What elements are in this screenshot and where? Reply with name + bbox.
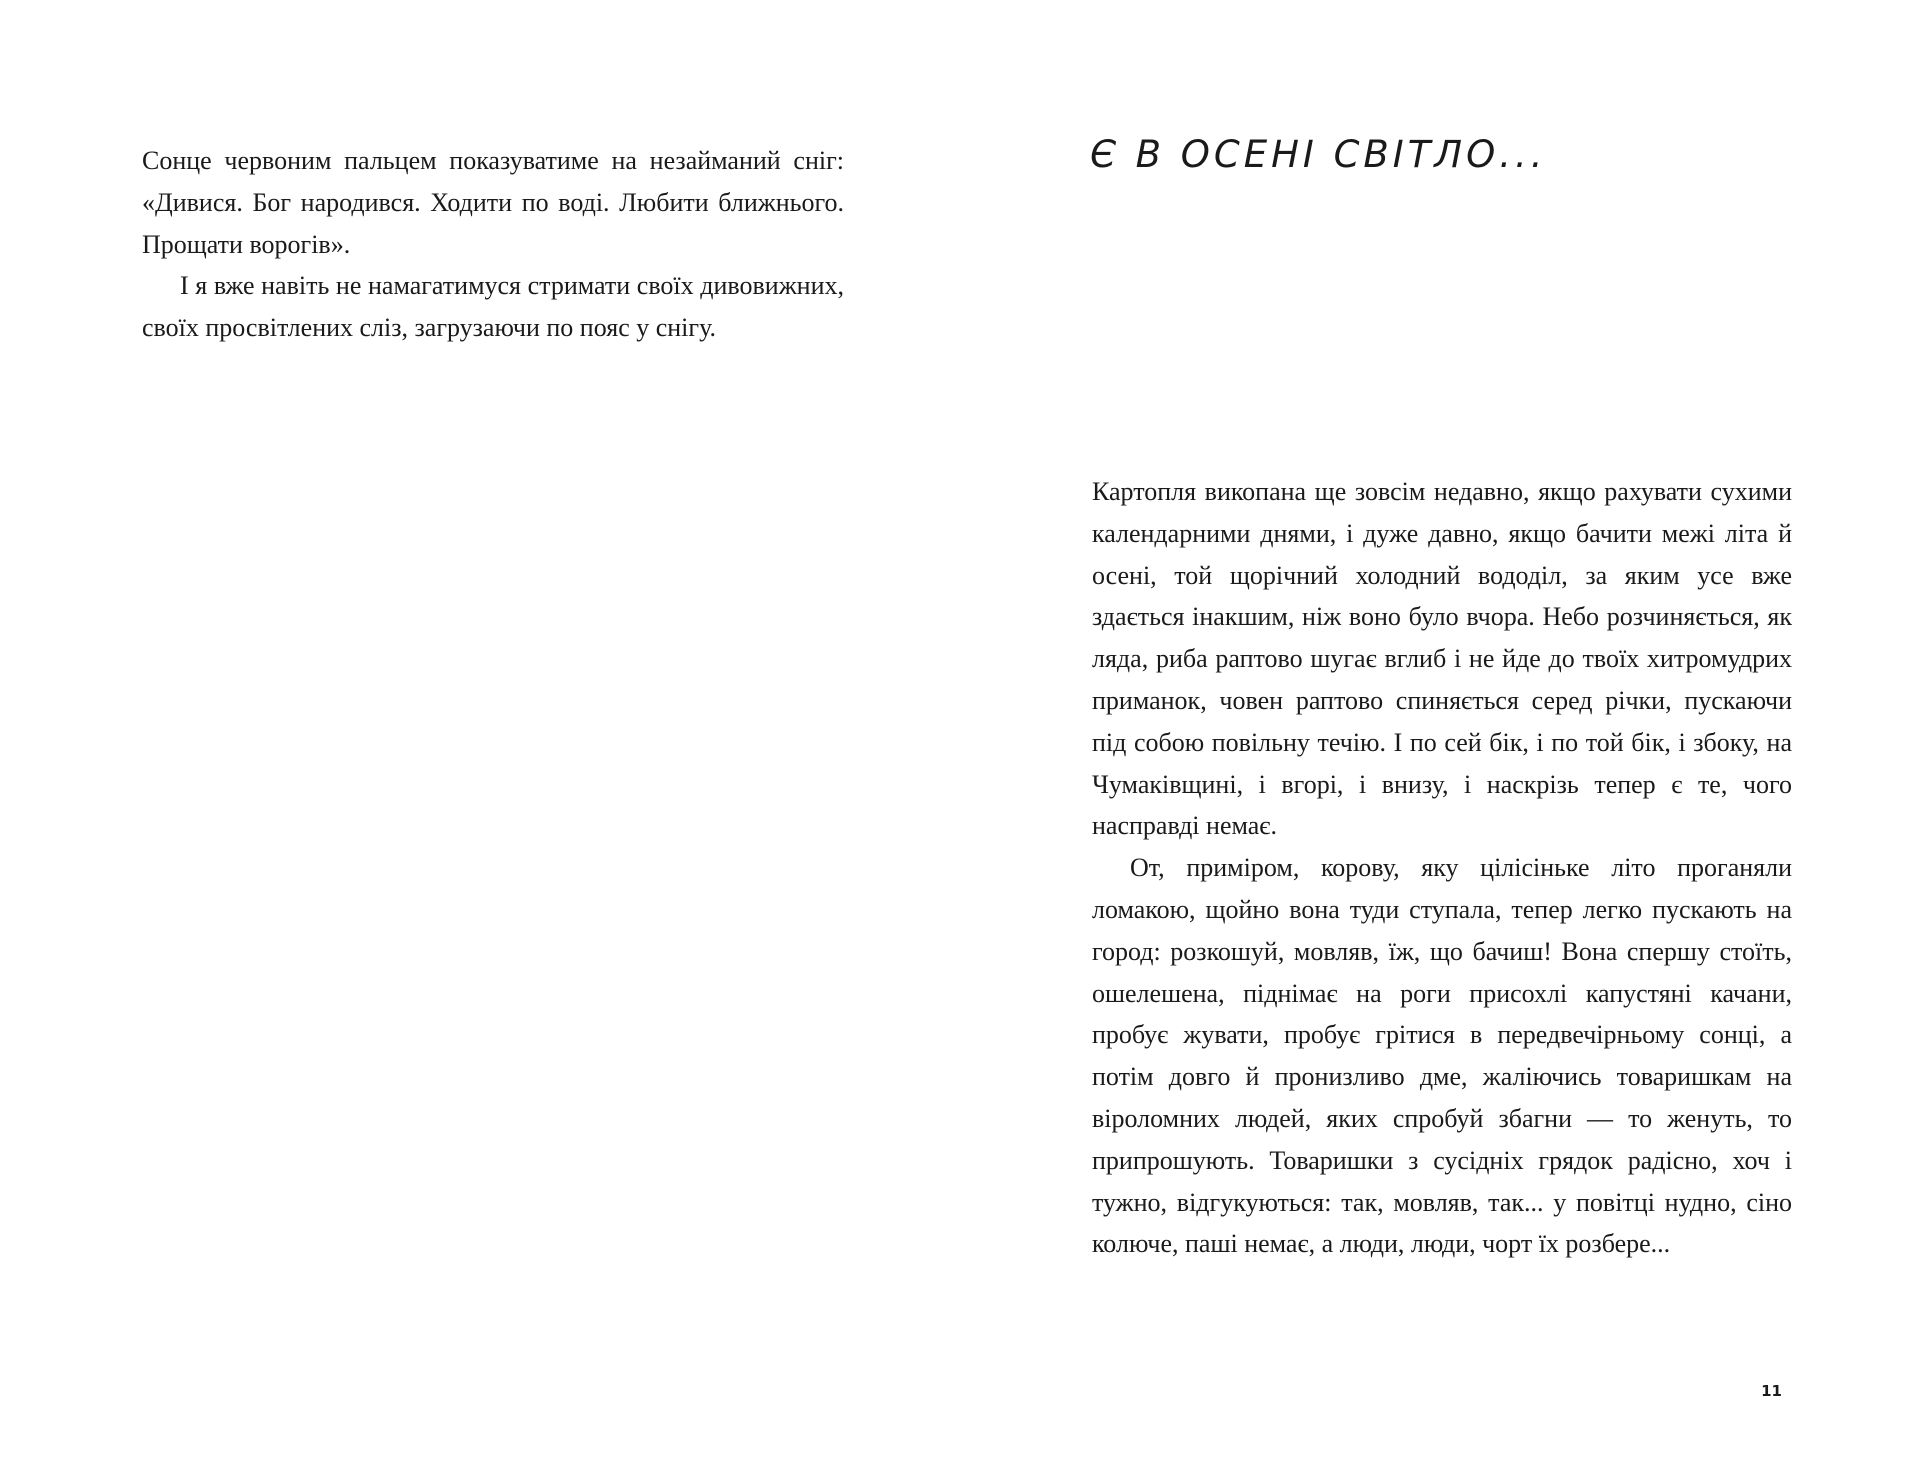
left-page-text <box>142 140 844 349</box>
right-page <box>960 0 1920 1477</box>
right-paragraph-1: Картопля викопана ще зовсім недавно, якщо рахувати сухими календарними днями, і дуже давно, якщо бачити межі літа й осені, той щорічний холодний вододіл, за яким усе вже здається інакшим, ніж воно було вчора. Небо розчиняється, як ляда, риба раптово шугає вглиб і не йде до твоїх хитромудрих приманок, човен раптово спиняється серед річки, пускаючи під собою повільну течію. І по сей бік, і по той бік, і збоку, на Чумаківщині, і вгорі, і внизу, і наскрізь тепер є те, чого насправді немає. <box>1092 477 1792 841</box>
page-number: 11 <box>1761 1382 1782 1400</box>
right-page-text <box>1092 471 1792 1265</box>
left-paragraph-2: І я вже навіть не намагатимуся стримати своїх дивовижних, своїх просвітлених сліз, загрузаючи по пояс у снігу. <box>142 271 844 343</box>
chapter-title: Є В ОСЕНІ СВІТЛО... <box>1090 133 1547 176</box>
left-paragraph-1: Сонце червоним пальцем показуватиме на незайманий сніг: «Дивися. Бог народився. Ходити по воді. Любити ближнього. Прощати ворогів». <box>142 146 844 259</box>
right-paragraph-2: От, приміром, корову, яку цілісіньке літо проганяли ломакою, щойно вона туди ступала, тепер легко пускають на город: розкошуй, мовляв, їж, що бачиш! Вона спершу стоїть, ошелешена, піднімає на роги присохлі капустяні качани, пробує жувати, пробує грітися в передвечірньому сонці, а потім довго й пронизливо дме, жаліючись товаришкам на віроломних людей, яких спробуй збагни — то женуть, то припрошують. Товаришки з сусідніх грядок радісно, хоч і тужно, відгукуються: так, мовляв, так... у повітці нудно, сіно колюче, паші немає, а люди, люди, чорт їх розбере... <box>1092 853 1792 1259</box>
